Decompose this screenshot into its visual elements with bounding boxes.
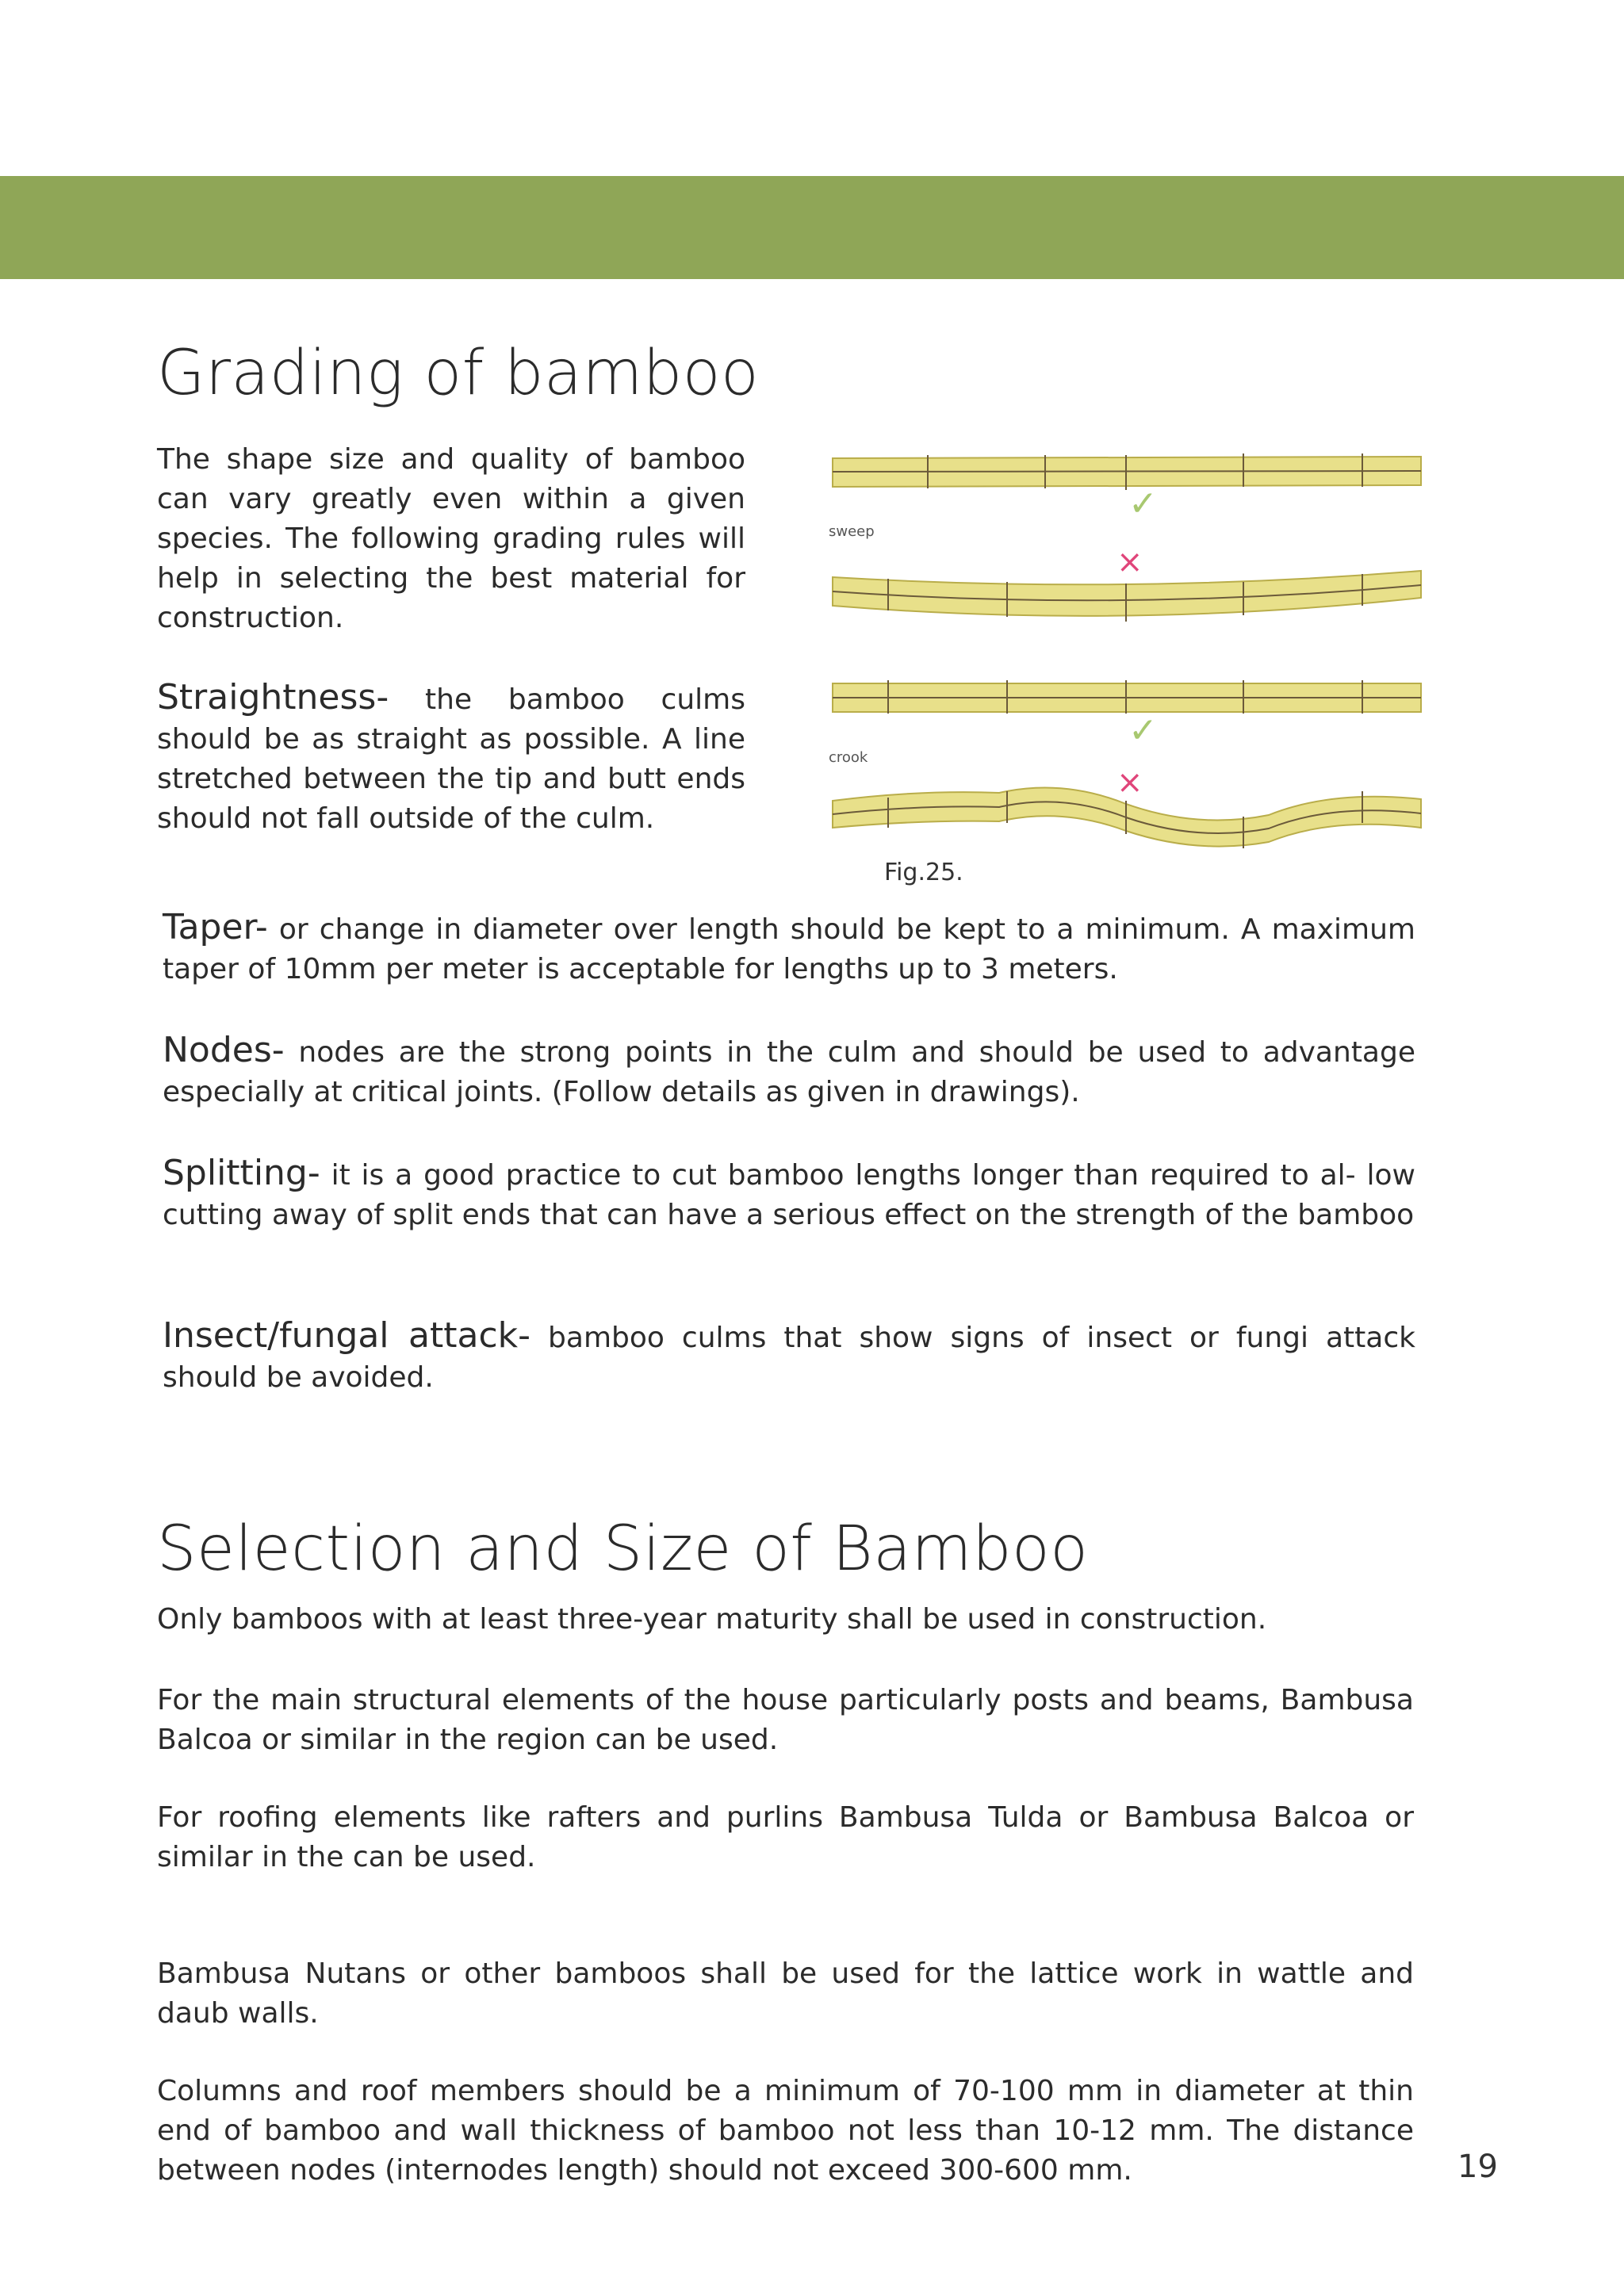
straightness-paragraph	[157, 678, 745, 839]
figure-caption: Fig.25.	[884, 859, 963, 886]
splitting-text: it is a good practice to cut bamboo lengths longer than required to al- low cutting away of split ends that can have a serious effect on the strength of the bamboo	[163, 1159, 1415, 1231]
sweep-straight-culm	[833, 453, 1421, 490]
sweep-cross-icon: ×	[1116, 544, 1143, 580]
bamboo-grading-figure	[825, 436, 1435, 888]
taper-paragraph	[163, 908, 1415, 989]
straightness-lead: Straightness-	[157, 677, 389, 718]
selection-paragraph-5: Columns and roof members should be a minimum of 70-100 mm in diameter at thin end of bamboo and wall thickness of bamboo not less than 10-12 mm. The distance between nodes (internodes length) should not exceed 300-600 mm.	[157, 2075, 1414, 2187]
section-title-selection: Selection and Size of Bamboo	[157, 1513, 1089, 1585]
page-number: 19	[1457, 2149, 1498, 2185]
insect-lead: Insect/fungal attack-	[163, 1315, 531, 1356]
selection-paragraph-3: For roofing elements like rafters and purlins Bambusa Tulda or Bambusa Balcoa or similar in the can be used.	[157, 1801, 1414, 1873]
crook-cross-icon: ×	[1116, 764, 1143, 801]
section-title-grading: Grading of bamboo	[157, 338, 760, 409]
nodes-lead: Nodes-	[163, 1030, 285, 1070]
sweep-check-icon: ✓	[1128, 484, 1158, 524]
sweep-label: sweep	[829, 523, 875, 540]
splitting-paragraph	[163, 1154, 1415, 1235]
header-band	[0, 176, 1624, 279]
splitting-lead: Splitting-	[163, 1153, 320, 1193]
crook-label: crook	[829, 749, 868, 766]
intro-paragraph: The shape size and quality of bamboo can vary greatly even within a given species. The following grading rules will help in selecting the best material for construction.	[157, 443, 745, 634]
straightness-text: the bamboo culms should be as straight as possible. A line stretched between the tip and butt ends should not fall outside of the culm.	[157, 683, 745, 835]
crook-straight-culm	[833, 680, 1421, 714]
insect-paragraph	[163, 1316, 1415, 1398]
selection-paragraph-2: For the main structural elements of the house particularly posts and beams, Bambusa Balcoa or similar in the region can be used.	[157, 1684, 1414, 1756]
selection-paragraph-4: Bambusa Nutans or other bamboos shall be used for the lattice work in wattle and daub walls.	[157, 1957, 1414, 2030]
crook-check-icon: ✓	[1128, 710, 1158, 751]
taper-lead: Taper-	[163, 907, 268, 947]
taper-text: or change in diameter over length should be kept to a minimum. A maximum taper of 10mm per meter is acceptable for lengths up to 3 meters.	[163, 913, 1415, 985]
nodes-paragraph	[163, 1031, 1415, 1112]
nodes-text: nodes are the strong points in the culm and should be used to advantage especially at critical joints. (Follow details as given in drawings).	[163, 1036, 1415, 1108]
selection-paragraph-1: Only bamboos with at least three-year maturity shall be used in construction.	[157, 1603, 1267, 1636]
insect-text: bamboo culms that show signs of insect or fungi attack should be avoided.	[163, 1322, 1415, 1394]
